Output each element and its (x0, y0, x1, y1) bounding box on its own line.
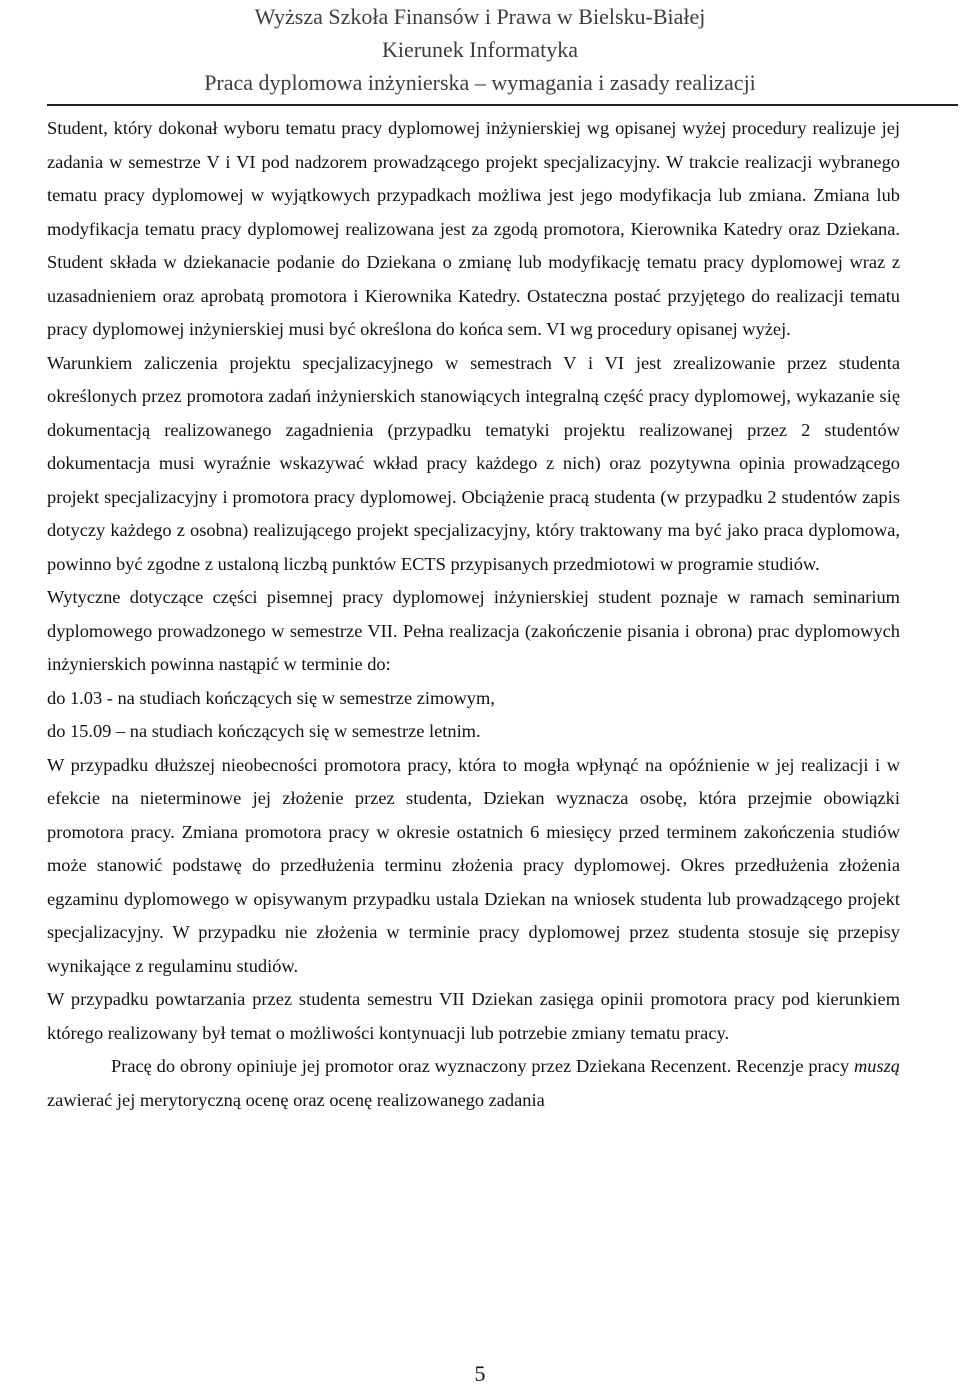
paragraph-guidelines: Wytyczne dotyczące części pisemnej pracy dyplomowej inżynierskiej student poznaje w ramach seminarium dyplomowego prowadzonego w semestrze VII. Pełna realizacja (zakończenie pisania i obrona) prac dyplomowych inżynierskich powinna nastąpić w terminie do: (47, 587, 900, 674)
header-field-of-study: Kierunek Informatyka (381, 37, 579, 62)
review-text-emphasis: muszą (854, 1056, 900, 1076)
paragraph-review (47, 1050, 900, 1117)
review-text-start: Pracę do obrony opiniuje jej promotor oraz wyznaczony przez Dziekana Recenzent. Recenzje pracy (111, 1056, 854, 1076)
deadline-winter: do 1.03 - na studiach kończących się w semestrze zimowym, (47, 687, 495, 708)
header-rule (47, 104, 958, 106)
paragraph-topic-change: Student, który dokonał wyboru tematu pracy dyplomowej inżynierskiej wg opisanej wyżej procedury realizuje jej zadania w semestrze V i VI pod nadzorem prowadzącego projekt specjalizacyjny. W trakcie realizacji wybranego tematu pracy dyplomowej w wyjątkowych przypadkach możliwa jest jego modyfikacja lub zmiana. Zmiana lub modyfikacja tematu pracy dyplomowej realizowana jest za zgodą promotora, Kierownika Katedry oraz Dziekana. Student składa w dziekanacie podanie do Dziekana o zmianę lub modyfikację tematu pracy dyplomowej wraz z uzasadnieniem oraz aprobatą promotora i Kierownika Katedry. Ostateczna postać przyjętego do realizacji tematu pracy dyplomowej inżynierskiej musi być określona do końca sem. VI wg procedury opisanej wyżej. (47, 118, 900, 339)
paragraph-semester-repeat: W przypadku powtarzania przez studenta semestru VII Dziekan zasięga opinii promotora pracy pod kierunkiem którego realizowany był temat o możliwości kontynuacji lub potrzebie zmiany tematu pracy. (47, 989, 900, 1043)
paragraph-project-credit: Warunkiem zaliczenia projektu specjalizacyjnego w semestrach V i VI jest zrealizowanie przez studenta określonych przez promotora zadań inżynierskich stanowiących integralną część pracy dyplomowej, wykazanie się dokumentacją realizowanego zagadnienia (przypadku tematyki projektu realizowanej przez 2 studentów dokumentacja musi wyraźnie wskazywać wkład pracy każdego z nich) oraz pozytywna opinia prowadzącego projekt specjalizacyjny i promotora pracy dyplomowej. Obciążenie pracą studenta (w przypadku 2 studentów zapis dotyczy każdego z osobna) realizującego projekt specjalizacyjny, który traktowany ma być jako praca dyplomowa, powinno być zgodne z ustaloną liczbą punktów ECTS przypisanych przedmiotowi w programie studiów. (47, 352, 900, 574)
review-text-end: zawierać jej merytoryczną ocenę oraz ocenę realizowanego zadania (47, 1089, 545, 1110)
header-document-title: Praca dyplomowa inżynierska – wymagania i zasady realizacji (204, 70, 756, 95)
deadline-summer: do 15.09 – na studiach kończących się w semestrze letnim. (47, 721, 481, 741)
page-header (0, 0, 960, 106)
paragraph-promoter-absence: W przypadku dłuższej nieobecności promotora pracy, która to mogła wpłynąć na opóźnienie w jej realizacji i w efekcie na nieterminowe jej złożenie przez studenta, Dziekan wyznacza osobę, która przejmie obowiązki promotora pracy. Zmiana promotora pracy w okresie ostatnich 6 miesięcy przed terminem zakończenia studiów może stanowić podstawę do przedłużenia terminu złożenia pracy dyplomowej. Okres przedłużenia złożenia egzaminu dyplomowego w opisywanym przypadku ustala Dziekan na wniosek studenta lub prowadzącego projekt specjalizacyjny. W przypadku nie złożenia w terminie pracy dyplomowej przez studenta stosuje się przepisy wynikające z regulaminu studiów. (47, 754, 900, 976)
header-school-name: Wyższa Szkoła Finansów i Prawa w Bielsku-Białej (254, 4, 706, 29)
document-body (47, 112, 900, 1117)
page-number: 5 (474, 1361, 486, 1386)
